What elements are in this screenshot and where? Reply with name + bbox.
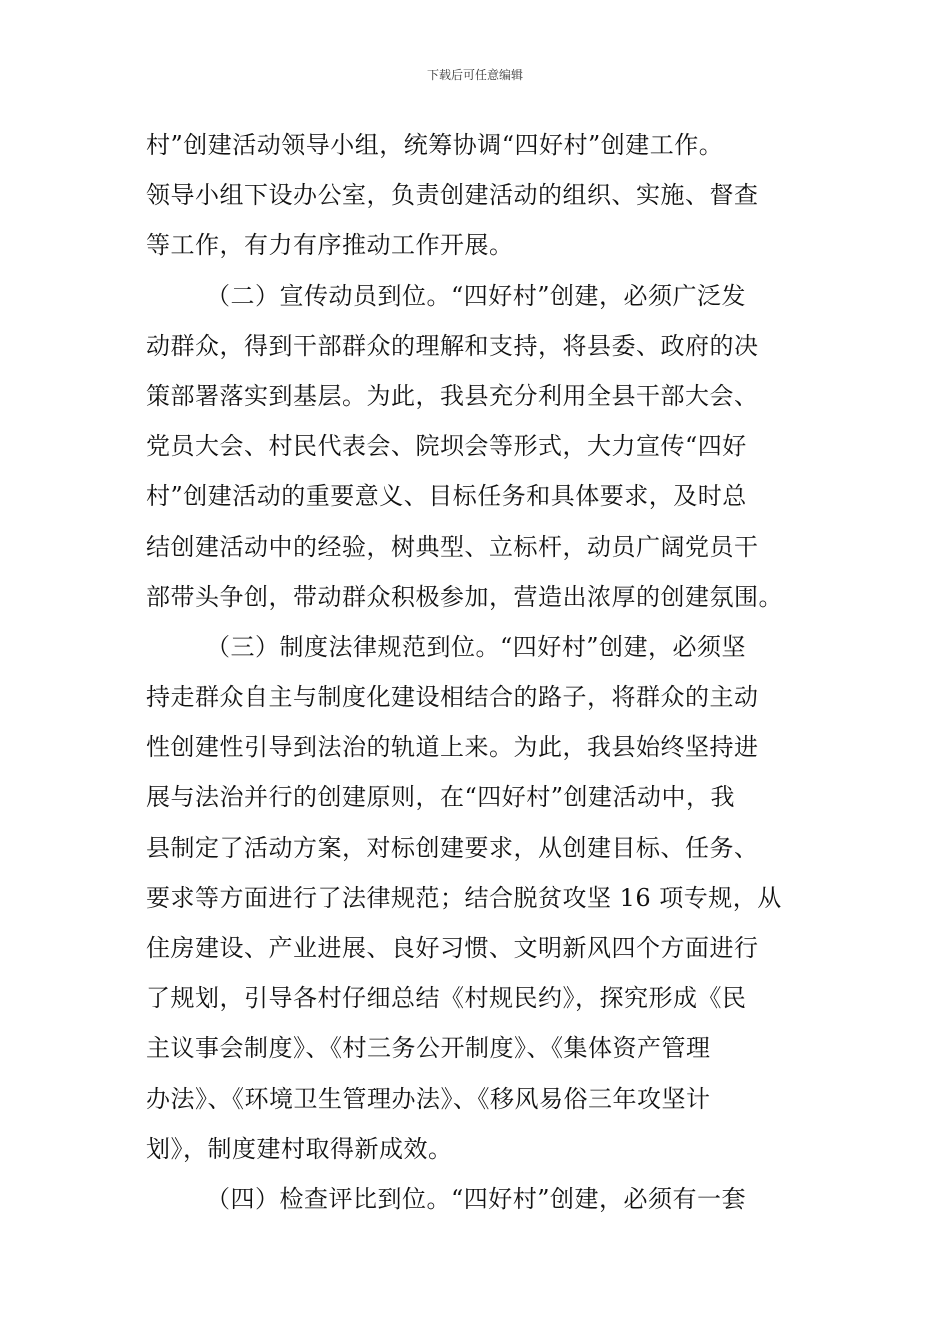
text-line: 划》，制度建村取得新成效。 [146,1134,453,1163]
text-line: 要求等方面进行了法律规范；结合脱贫攻坚 16 项专规，从 [146,883,782,912]
text-line: 展与法治并行的创建原则，在“四好村”创建活动中，我 [146,783,736,812]
text-line: 持走群众自主与制度化建设相结合的路子，将群众的主动 [146,683,759,712]
text-line: 主议事会制度》、《村三务公开制度》、《集体资产管理 [146,1034,711,1063]
section-2-heading-line: （二）宣传动员到位。“四好村”创建，必须广泛发 [206,281,747,310]
page-header-note: 下载后可任意编辑 [426,68,523,82]
text-line: 村”创建活动的重要意义、目标任务和具体要求，及时总 [146,482,747,511]
text-line: 住房建设、产业进展、良好习惯、文明新风四个方面进行 [146,934,759,962]
section-3-heading-line: （三）制度法律规范到位。“四好村”创建，必须坚 [206,632,747,661]
text-line: 结创建活动中的经验，树典型、立标杆，动员广阔党员干 [146,532,759,561]
section-4-heading-line: （四）检查评比到位。“四好村”创建，必须有一套 [206,1184,747,1213]
text-line: 县制定了活动方案，对标创建要求，从创建目标、任务、 [146,833,759,862]
text-line: 办法》、《环境卫生管理办法》、《移风易俗三年攻坚计 [146,1084,711,1113]
text-line: 村”创建活动领导小组，统筹协调“四好村”创建工作。 [146,131,724,159]
text-line: 部带头争创，带动群众积极参加，营造出浓厚的创建氛围。 [146,582,783,611]
text-line: 性创建性引导到法治的轨道上来。为此，我县始终坚持进 [146,733,759,762]
text-line: 领导小组下设办公室，负责创建活动的组织、实施、督查 [146,181,759,210]
text-line: 了规划，引导各村仔细总结《村规民约》，探究形成《民 [146,984,747,1013]
text-line: 等工作，有力有序推动工作开展。 [146,231,514,260]
text-line: 策部署落实到基层。为此，我县充分利用全县干部大会、 [146,381,759,410]
text-line: 党员大会、村民代表会、院坝会等形式，大力宣传“四好 [146,432,747,461]
document-body [146,120,826,1224]
text-line: 动群众，得到干部群众的理解和支持，将县委、政府的决 [146,331,759,360]
